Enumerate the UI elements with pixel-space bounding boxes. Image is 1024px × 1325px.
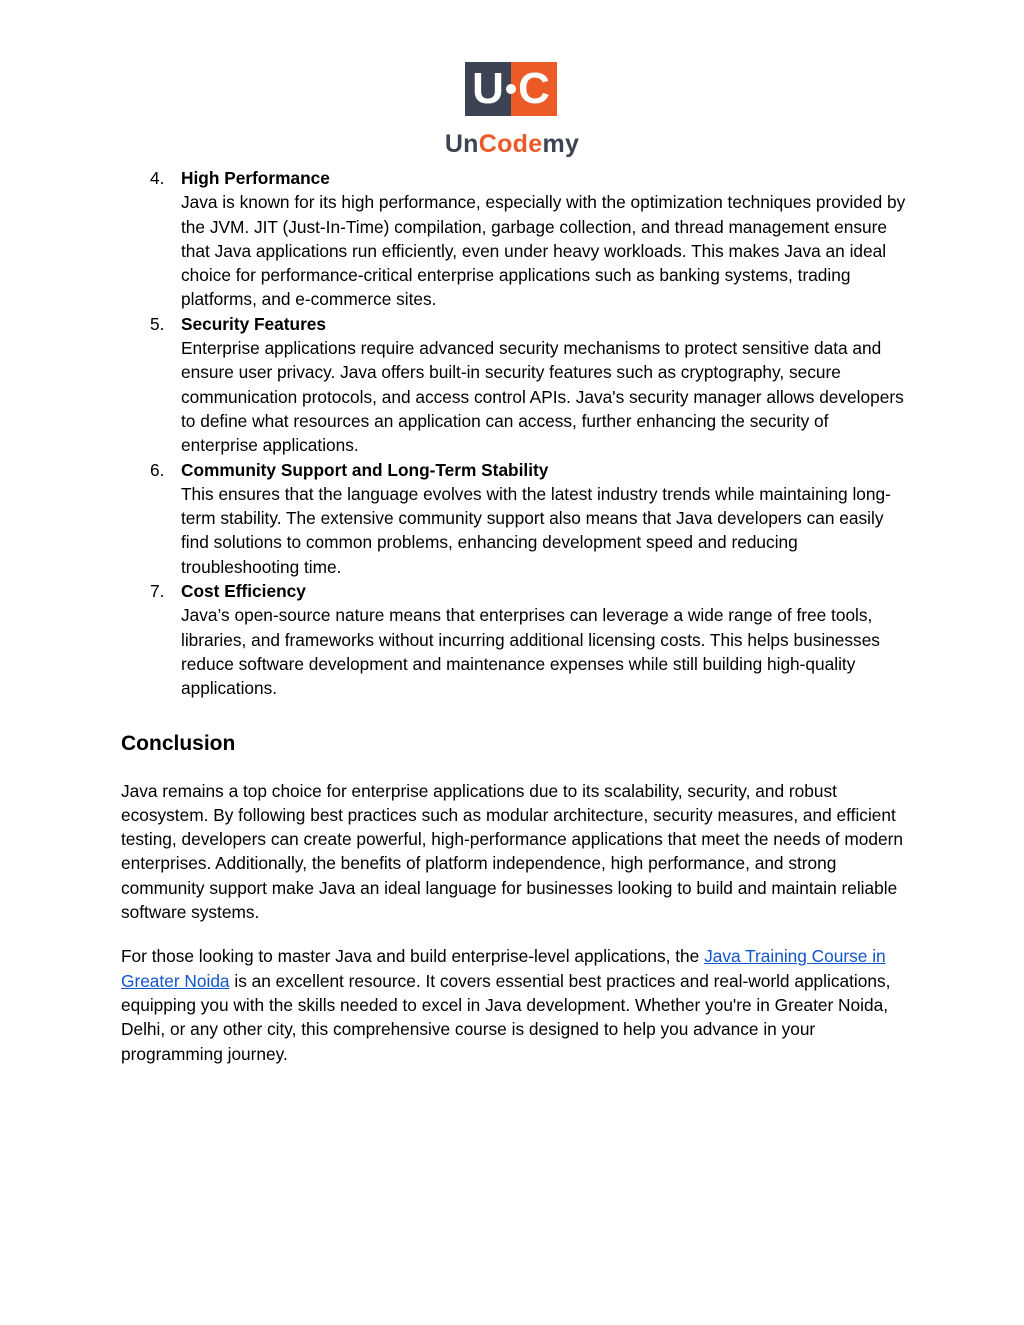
logo-word-part2: Code	[478, 130, 543, 158]
list-item-title: Cost Efficiency	[181, 581, 306, 602]
list-item	[121, 458, 906, 579]
logo-box-u	[465, 62, 511, 116]
list-item	[121, 312, 906, 458]
logo-wordmark	[437, 130, 587, 158]
logo-word-part3: my	[542, 130, 580, 158]
uncodemy-logo	[437, 62, 587, 158]
list-item	[121, 579, 906, 700]
conclusion-paragraph-2	[121, 944, 906, 1065]
logo-dot-icon	[506, 84, 516, 94]
document-body	[121, 166, 906, 1066]
paragraph-2-text-before: For those looking to master Java and build enterprise-level applications, the	[121, 946, 705, 967]
list-item-number: 5.	[150, 313, 165, 334]
paragraph-2-text-after: is an excellent resource. It covers essential best practices and real-world applications, equipping you with the skills needed to excel in Java development. Whether you're in Greater Noida, Delhi, or any other city, this comprehensive course is designed to help you advance in your programming journey.	[121, 970, 891, 1064]
list-item-number: 7.	[150, 581, 165, 602]
list-item	[121, 166, 906, 312]
list-item-number: 4.	[150, 168, 165, 188]
logo-letter-c: C	[518, 64, 550, 113]
benefits-list	[121, 166, 906, 701]
logo-word-part1: Un	[444, 130, 479, 158]
logo-box-c	[511, 62, 557, 116]
list-item-title: High Performance	[181, 168, 330, 188]
conclusion-heading: Conclusion	[121, 731, 236, 755]
list-item-body: Java’s open-source nature means that enterprises can leverage a wide range of free tools, libraries, and frameworks without incurring additional licensing costs. This helps businesses reduce software development and maintenance expenses while still building high-quality applications.	[181, 605, 880, 699]
list-item-body: This ensures that the language evolves with the latest industry trends while maintaining long-term stability. The extensive community support also means that Java developers can easily find solutions to common problems, enhancing development speed and reducing troubleshooting time.	[181, 483, 891, 577]
list-item-number: 6.	[150, 459, 165, 480]
list-item-body: Enterprise applications require advanced security mechanisms to protect sensitive data and ensure user privacy. Java offers built-in security features such as cryptography, secure communication protocols, and access control APIs. Java's security manager allows developers to define what resources an application can access, further enhancing the security of enterprise applications.	[181, 338, 904, 456]
list-item-title: Security Features	[181, 313, 327, 334]
conclusion-paragraph-1: Java remains a top choice for enterprise applications due to its scalability, security, and robust ecosystem. By following best practices such as modular architecture, security measures, and efficient testing, developers can create powerful, high-performance applications that meet the needs of modern enterprises. Additionally, the benefits of platform independence, high performance, and strong community support make Java an ideal language for businesses looking to build and maintain reliable software systems.	[121, 780, 903, 923]
logo-letter-u: U	[472, 64, 504, 113]
java-training-course-link[interactable]: Java Training Course in Greater Noida	[121, 946, 886, 991]
list-item-title: Community Support and Long-Term Stability	[181, 459, 549, 480]
list-item-body: Java is known for its high performance, especially with the optimization techniques provided by the JVM. JIT (Just-In-Time) compilation, garbage collection, and thread management ensure that Java applications run efficiently, even under heavy workloads. This makes Java an ideal choice for performance-critical enterprise applications such as banking systems, trading platforms, and e-commerce sites.	[181, 192, 906, 310]
